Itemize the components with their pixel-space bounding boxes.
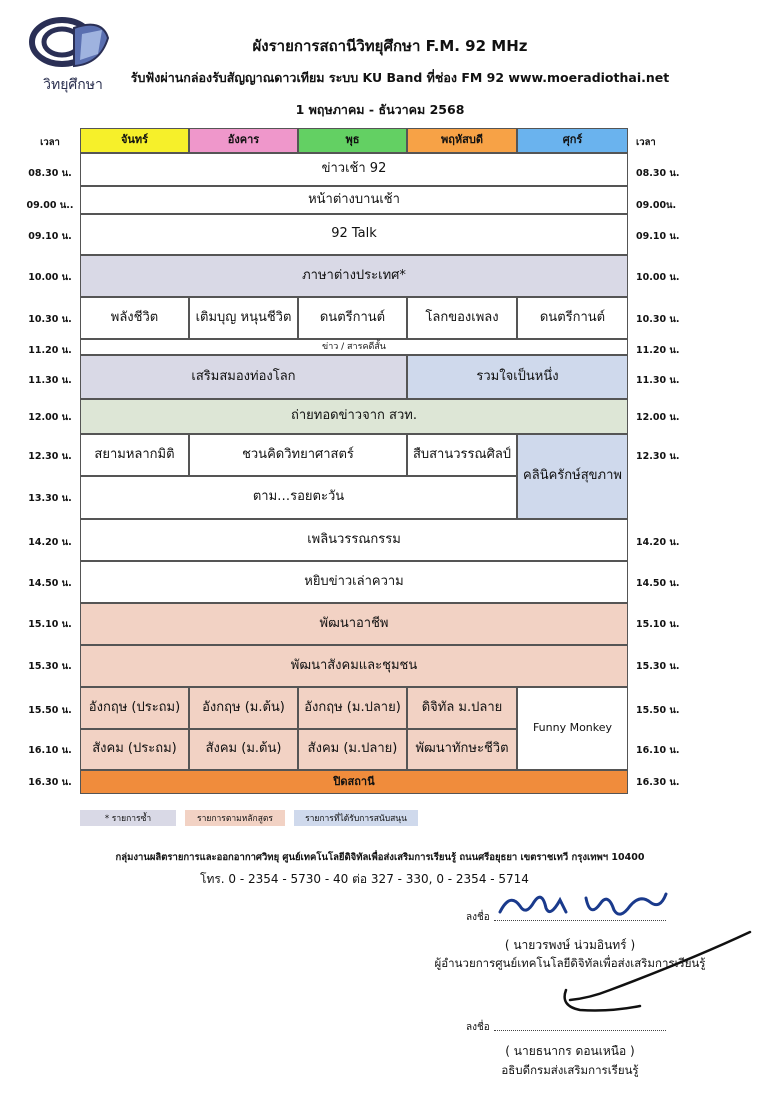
department-address: กลุ่มงานผลิตรายการและออกอากาศวิทยุ ศูนย์เทคโนโลยีดิจิทัลเพื่อส่งเสริมการเรียนรู้ ถนนศรีอยุธยา เขตราชเทวี กรุงเทพฯ 10400 [115,852,645,863]
program-social-primary: สังคม (ประถม) [80,729,189,770]
signer-position-1: ผู้อำนวยการศูนย์เทคโนโลยีดิจิทัลเพื่อส่งเสริมการเรียนรู้ [434,956,706,970]
program-music-wed: ดนตรีกานต์ [298,297,407,339]
program-morning-window: หน้าต่างบานเช้า [80,186,628,214]
time-label-left: 09.10 น. [28,231,72,242]
time-label-right: 11.30 น. [636,375,680,386]
time-label-left: 14.20 น. [28,537,72,548]
day-header-tuesday: อังคาร [189,128,298,153]
program-health-clinic: คลินิครักษ์สุขภาพ [517,434,628,519]
legend-curriculum: รายการตามหลักสูตร [185,810,285,826]
time-label-right: 16.10 น. [636,745,680,756]
time-label-right: 15.10 น. [636,619,680,630]
program-digital: ดิจิทัล ม.ปลาย [407,687,517,729]
logo-text: วิทยุศึกษา [43,77,103,93]
time-label-right: 11.20 น. [636,345,680,356]
time-label-left: 16.10 น. [28,745,72,756]
time-label-right: 15.50 น. [636,705,680,716]
schedule-period: 1 พฤษภาคม - ธันวาคม 2568 [295,102,465,117]
program-funny-monkey: Funny Monkey [517,687,628,770]
time-label-right: 08.30 น. [636,168,680,179]
day-header-thursday: พฤหัสบดี [407,128,517,153]
time-label-left: 12.30 น. [28,451,72,462]
program-power-life: พลังชีวิต [80,297,189,339]
time-label-left: 11.20 น. [28,345,72,356]
program-relay-news: ถ่ายทอดข่าวจาก สวท. [80,399,628,434]
time-label-left: 15.10 น. [28,619,72,630]
signature-line-2 [494,1030,666,1031]
program-literary-art: สืบสานวรรณศิลป์ [407,434,517,476]
program-social-upper: สังคม (ม.ปลาย) [298,729,407,770]
day-header-monday: จันทร์ [80,128,189,153]
time-label-right: 15.30 น. [636,661,680,672]
time-label-left: 13.30 น. [28,493,72,504]
time-label-left: 16.30 น. [28,777,72,788]
program-unity: รวมใจเป็นหนึ่ง [407,355,628,399]
legend-repeat: * รายการซ้ำ [80,810,176,826]
program-news-short: ข่าว / สารคดีสั้น [80,339,628,355]
signature-label-2: ลงชื่อ [466,1022,490,1033]
program-science: ชวนคิดวิทยาศาสตร์ [189,434,407,476]
time-header-left: เวลา [40,137,60,148]
program-news-morning: ข่าวเช้า 92 [80,153,628,186]
signature-label-1: ลงชื่อ [466,912,490,923]
time-label-right: 14.20 น. [636,537,680,548]
program-closing: ปิดสถานี [80,770,628,794]
handwritten-signature-1 [490,884,670,924]
time-label-left: 10.30 น. [28,314,72,325]
time-label-left: 14.50 น. [28,578,72,589]
program-news-talk: หยิบข่าวเล่าความ [80,561,628,603]
time-label-right: 12.30 น. [636,451,680,462]
signer-position-2: อธิบดีกรมส่งเสริมการเรียนรู้ [501,1063,639,1077]
time-label-left: 12.00 น. [28,412,72,423]
program-music-world: โลกของเพลง [407,297,517,339]
day-header-friday: ศุกร์ [517,128,628,153]
handwritten-signature-2 [550,930,756,1020]
signer-name-1: ( นายวรพงษ์ น่วมอินทร์ ) [504,938,636,952]
time-header-right: เวลา [636,137,656,148]
signer-name-2: ( นายธนากร ดอนเหนือ ) [505,1044,635,1058]
program-english-lower: อังกฤษ (ม.ต้น) [189,687,298,729]
time-label-right: 09.00น. [636,200,677,211]
program-literature: เพลินวรรณกรรม [80,519,628,561]
page-subtitle: รับฟังผ่านกล่องรับสัญญาณดาวเทียม ระบบ KU Band ที่ช่อง FM 92 www.moeradiothai.net [130,70,670,85]
program-english-primary: อังกฤษ (ประถม) [80,687,189,729]
time-label-left: 11.30 น. [28,375,72,386]
program-english-upper: อังกฤษ (ม.ปลาย) [298,687,407,729]
time-label-left: 09.00 น.. [26,200,74,211]
time-label-left: 15.50 น. [28,705,72,716]
legend-supported: รายการที่ได้รับการสนับสนุน [294,810,418,826]
contact-phone: โทร. 0 - 2354 - 5730 - 40 ต่อ 327 - 330, 0 - 2354 - 5714 [200,872,529,886]
program-foreign-language: ภาษาต่างประเทศ* [80,255,628,297]
program-follow-sun: ตาม…รอยตะวัน [80,476,517,519]
time-label-right: 16.30 น. [636,777,680,788]
time-label-left: 15.30 น. [28,661,72,672]
time-label-left: 10.00 น. [28,272,72,283]
program-social-lower: สังคม (ม.ต้น) [189,729,298,770]
time-label-left: 08.30 น. [28,168,72,179]
time-label-right: 14.50 น. [636,578,680,589]
program-92-talk: 92 Talk [80,214,628,255]
program-siam: สยามหลากมิติ [80,434,189,476]
page-title: ผังรายการสถานีวิทยุศึกษา F.M. 92 MHz [252,37,528,55]
time-label-right: 09.10 น. [636,231,680,242]
program-society: พัฒนาสังคมและชุมชน [80,645,628,687]
program-life-skills: พัฒนาทักษะชีวิต [407,729,517,770]
program-brain-travel: เสริมสมองท่องโลก [80,355,407,399]
time-label-right: 12.00 น. [636,412,680,423]
time-label-right: 10.00 น. [636,272,680,283]
program-fill-merit: เติมบุญ หนุนชีวิต [189,297,298,339]
time-label-right: 10.30 น. [636,314,680,325]
program-career: พัฒนาอาชีพ [80,603,628,645]
schedule-grid [80,128,628,798]
day-header-wednesday: พุธ [298,128,407,153]
program-music-fri: ดนตรีกานต์ [517,297,628,339]
